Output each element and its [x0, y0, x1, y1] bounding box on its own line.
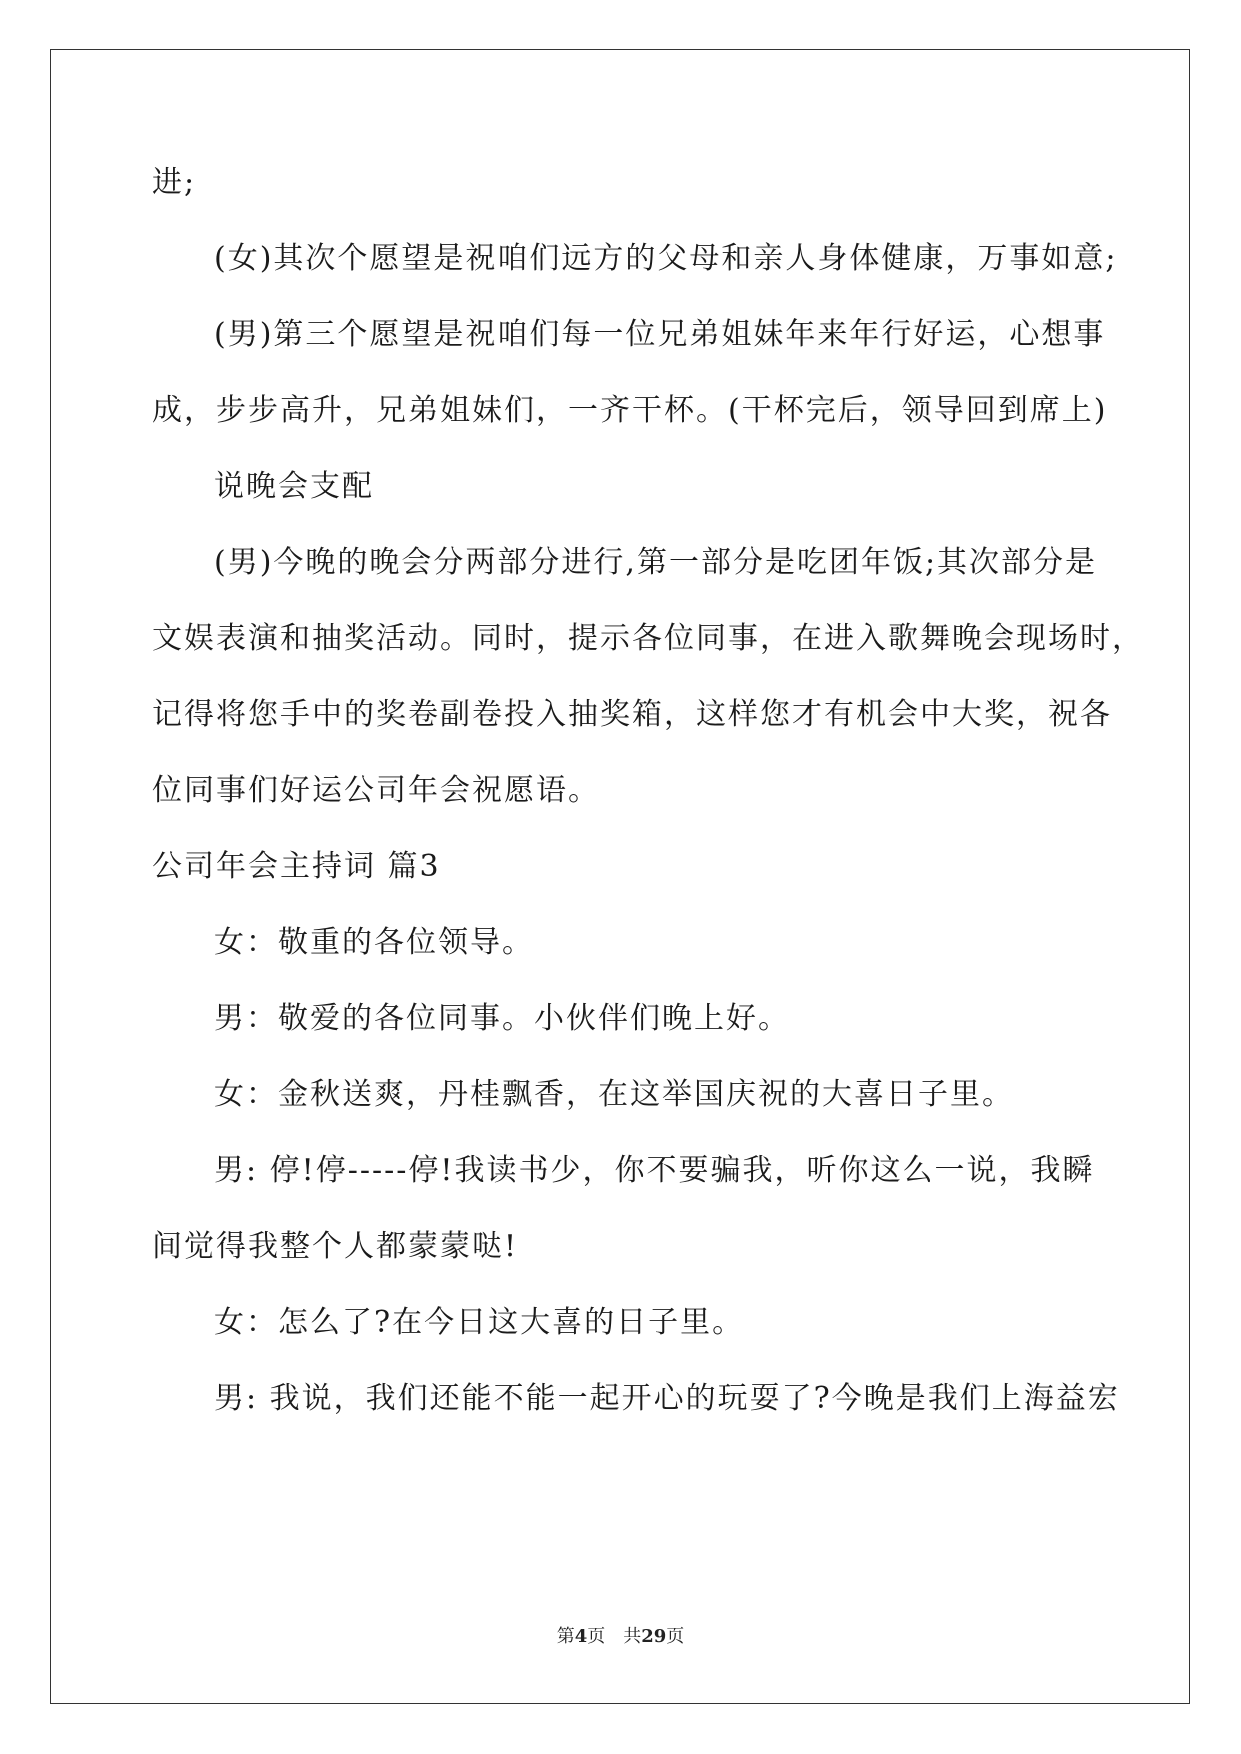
paragraph-line: (男)今晚的晚会分两部分进行,第一部分是吃团年饭;其次部分是 [214, 545, 1098, 580]
current-page-number: 4 [574, 1626, 588, 1647]
section-heading: 公司年会主持词 篇3 [152, 849, 441, 884]
paragraph-line: 进; [152, 165, 197, 200]
total-page-count: 29 [641, 1626, 667, 1647]
paragraph-line: 男: 停!停-----停!我读书少，你不要骗我，听你这么一说，我瞬 [214, 1153, 1095, 1188]
paragraph-line: (女)其次个愿望是祝咱们远方的父母和亲人身体健康，万事如意; [214, 241, 1118, 276]
paragraph-line: 成，步步高升，兄弟姐妹们，一齐干杯。(干杯完后，领导回到席上) [152, 393, 1108, 428]
footer-prefix: 第 [556, 1626, 575, 1647]
footer-mid: 页 共 [587, 1626, 642, 1647]
paragraph-line: 男: 我说，我们还能不能一起开心的玩耍了?今晚是我们上海益宏 [214, 1381, 1120, 1416]
paragraph-line: 女：金秋送爽，丹桂飘香，在这举国庆祝的大喜日子里。 [214, 1077, 1014, 1112]
paragraph-line: 位同事们好运公司年会祝愿语。 [152, 773, 600, 808]
paragraph-line: 记得将您手中的奖卷副卷投入抽奖箱，这样您才有机会中大奖，祝各 [152, 697, 1112, 732]
paragraph-line: 间觉得我整个人都蒙蒙哒! [152, 1229, 519, 1264]
paragraph-line: 说晚会支配 [214, 469, 374, 504]
paragraph-line: 文娱表演和抽奖活动。同时，提示各位同事，在进入歌舞晚会现场时， [152, 621, 1144, 656]
paragraph-line: (男)第三个愿望是祝咱们每一位兄弟姐妹年来年行好运，心想事 [214, 317, 1106, 352]
paragraph-line: 女：敬重的各位领导。 [214, 925, 534, 960]
paragraph-line: 女：怎么了?在今日这大喜的日子里。 [214, 1305, 745, 1340]
paragraph-line: 男：敬爱的各位同事。小伙伴们晚上好。 [214, 1001, 790, 1036]
page-footer [0, 1622, 1241, 1648]
footer-suffix: 页 [666, 1626, 685, 1647]
